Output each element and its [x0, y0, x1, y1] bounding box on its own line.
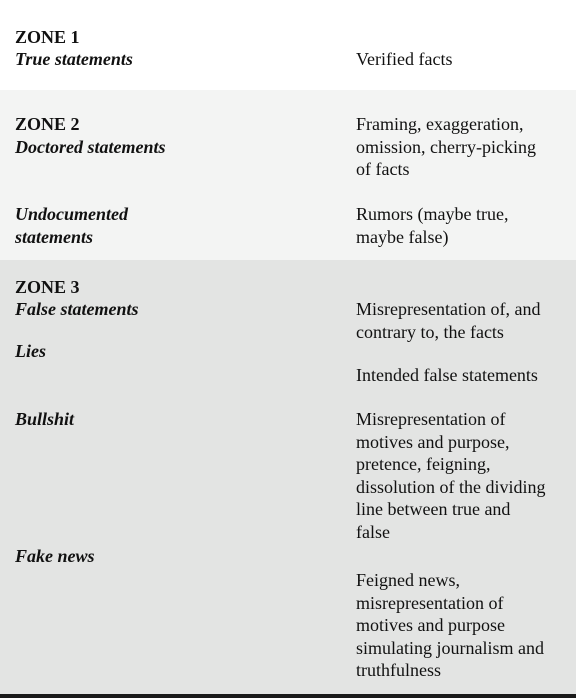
zone-2-description-undocumented [356, 203, 508, 248]
zone-2-label-undocumented-statements [15, 203, 128, 248]
zone-1-heading: ZONE 1 [15, 27, 80, 47]
zone-1-label-true-statements: True statements [15, 49, 133, 69]
zone-3-description-false-statements [356, 298, 540, 343]
description-line: line between true and [356, 499, 511, 519]
zone-2-description-doctored [356, 113, 536, 181]
zone-1-description: Verified facts [356, 49, 453, 69]
description-line: maybe false) [356, 226, 449, 247]
label-line: Undocumented [15, 204, 129, 224]
bottom-rule [0, 694, 576, 698]
description-line: motives and purpose, [356, 431, 510, 452]
description-line: motives and purpose [356, 615, 505, 635]
description-line: of facts [356, 159, 410, 179]
description-line: Framing, exaggeration, [356, 114, 524, 134]
description-line: Misrepresentation of [356, 409, 506, 429]
zone-3-heading: ZONE 3 [15, 277, 80, 297]
zone-3-description-fake-news [356, 569, 544, 682]
zone-3-description-bullshit [356, 408, 546, 543]
description-line: pretence, feigning, [356, 454, 491, 474]
label-line: statements [15, 226, 94, 247]
zone-3-label-false-statements: False statements [15, 299, 139, 319]
zone-3-description-lies [356, 364, 538, 387]
description-line: dissolution of the dividing [356, 476, 546, 497]
zone-3-label-bullshit: Bullshit [15, 409, 75, 429]
description-line: truthfulness [356, 660, 441, 680]
zone-3-label-fake-news: Fake news [15, 546, 95, 566]
description-line: Misrepresentation of, and [356, 299, 541, 319]
zone-1-band [0, 0, 576, 90]
description-line: contrary to, the facts [356, 321, 504, 342]
description-line: omission, cherry-picking [356, 136, 536, 157]
description-line: Feigned news, [356, 570, 460, 590]
description-line: simulating journalism and [356, 637, 544, 658]
description-line: Rumors (maybe true, [356, 204, 509, 224]
zone-2-label-doctored-statements: Doctored statements [15, 137, 166, 157]
description-line: false [356, 521, 390, 542]
zone-2-heading: ZONE 2 [15, 114, 80, 134]
description-line: Intended false statements [356, 365, 538, 385]
description-line: misrepresentation of [356, 592, 504, 613]
zone-3-label-lies: Lies [15, 341, 46, 361]
